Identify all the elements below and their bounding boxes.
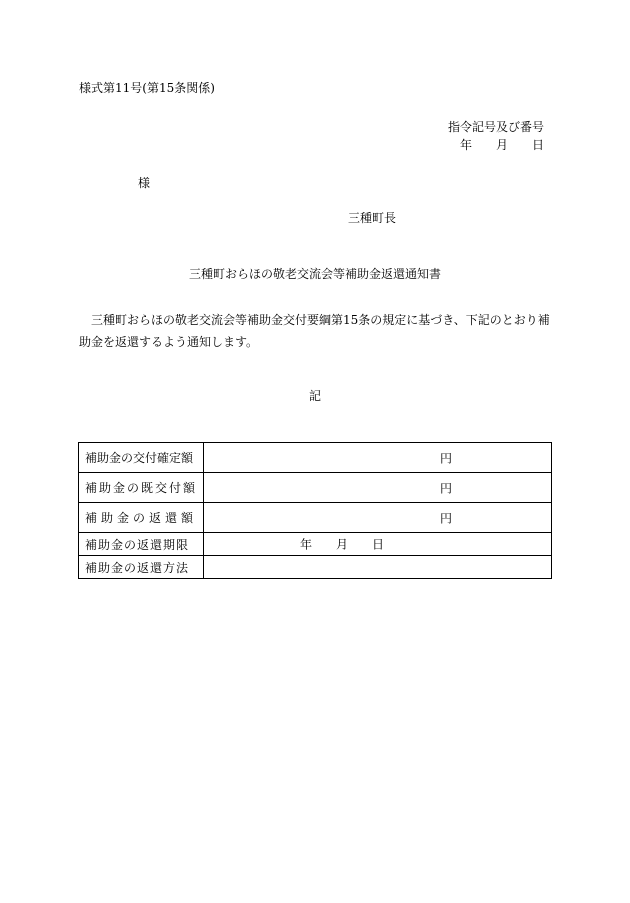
row-label: 補助金の交付確定額 — [79, 443, 204, 473]
row-label: 補助金の返還方法 — [79, 556, 204, 579]
table-row — [79, 503, 552, 533]
table-row — [79, 556, 552, 579]
details-table — [78, 442, 552, 579]
table-row — [79, 443, 552, 473]
row-label: 補助金の返還期限 — [79, 533, 204, 556]
row-value-cell — [204, 556, 552, 579]
document-title: 三種町おらほの敬老交流会等補助金返還通知書 — [188, 267, 441, 281]
sender-name: 三種町長 — [348, 211, 397, 225]
row-value-cell — [204, 443, 552, 473]
row-value-cell — [204, 503, 552, 533]
recipient-honorific: 様 — [138, 176, 151, 190]
form-number: 様式第11号(第15条関係) — [79, 81, 215, 95]
row-value-cell — [204, 473, 552, 503]
ki-label: 記 — [308, 389, 321, 403]
yen-unit: 円 — [440, 451, 453, 465]
reference-number: 指令記号及び番号 — [447, 120, 544, 134]
row-label: 補助金の既交付額 — [79, 473, 204, 503]
row-label: 補助金の返還額 — [79, 503, 204, 533]
body-text: 三種町おらほの敬老交流会等補助金交付要綱第15条の規定に基づき、下記のとおり補助金を返還するよう通知します。 — [79, 313, 550, 349]
yen-unit: 円 — [440, 481, 453, 495]
table-row — [79, 533, 552, 556]
yen-unit: 円 — [440, 511, 453, 525]
deadline-date: 年 月 日 — [300, 537, 385, 552]
row-value-cell — [204, 533, 552, 556]
issue-date: 年 月 日 — [459, 138, 544, 152]
table-row — [79, 473, 552, 503]
